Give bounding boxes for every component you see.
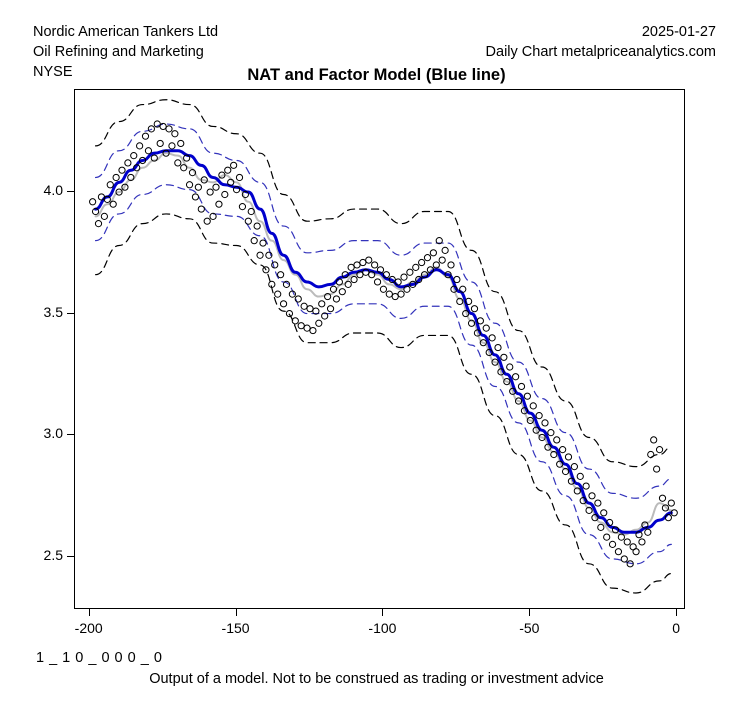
series-line	[96, 185, 672, 564]
x-axis-tick-mark	[89, 609, 90, 616]
scatter-points	[90, 121, 678, 567]
x-axis-tick-label: -100	[368, 620, 397, 636]
company-name: Nordic American Tankers Ltd	[33, 24, 219, 40]
x-axis-tick-mark	[236, 609, 237, 616]
x-axis-tick-label: -50	[519, 620, 540, 636]
y-axis-tick-mark	[67, 556, 74, 557]
series-line	[96, 100, 672, 467]
model-code: 1 _ 1 0 _ 0 0 0 _ 0	[36, 650, 163, 666]
y-axis-tick-mark	[67, 313, 74, 314]
y-axis-tick-label: 3.5	[43, 303, 63, 320]
x-axis-tick-mark	[529, 609, 530, 616]
x-axis-tick-label: -150	[221, 620, 250, 636]
x-axis-tick-mark	[676, 609, 677, 616]
y-axis-tick-label: 2.5	[43, 546, 63, 563]
y-axis-tick-mark	[67, 434, 74, 435]
x-axis-tick-label: -200	[74, 620, 103, 636]
chart-title: NAT and Factor Model (Blue line)	[247, 66, 506, 84]
plot-area	[74, 89, 685, 609]
x-axis-tick-mark	[382, 609, 383, 616]
plot-canvas	[75, 90, 685, 609]
series-line	[96, 151, 672, 532]
x-axis-tick-label: 0	[672, 620, 681, 636]
chart-date: 2025-01-27	[641, 24, 716, 40]
disclaimer-text: Output of a model. Not to be construed as trading or investment advice	[149, 671, 604, 687]
chart-source: Daily Chart metalpriceanalytics.com	[485, 44, 716, 60]
plot-frame	[74, 89, 685, 609]
y-axis-tick-mark	[67, 191, 74, 192]
company-exchange: NYSE	[33, 64, 73, 80]
y-axis-tick-label: 4.0	[43, 182, 63, 199]
series-line	[96, 124, 672, 498]
company-sector: Oil Refining and Marketing	[33, 44, 204, 60]
y-axis-tick-label: 3.0	[43, 425, 63, 442]
